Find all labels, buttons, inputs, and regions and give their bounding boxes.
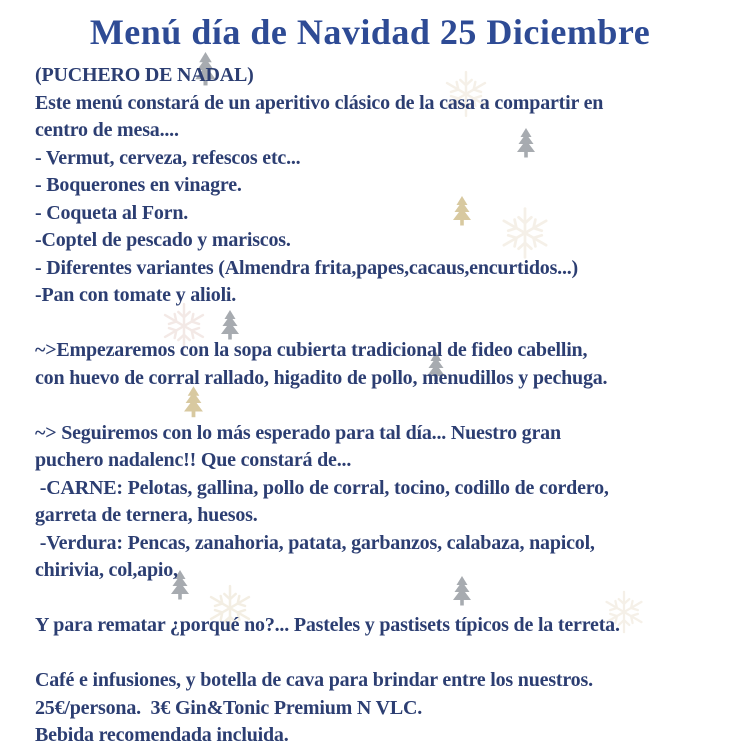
aperitivo-item: - Boquerones en vinagre. (35, 174, 242, 196)
aperitivo-item: - Vermut, cerveza, refescos etc... (35, 146, 301, 169)
blank-line (35, 310, 734, 338)
aperitivo-item: -Pan con tomate y alioli. (35, 284, 237, 306)
footer-line: Bebida recomendada incluida. (35, 724, 289, 746)
main-course-line: puchero nadalenc!! Que constará de... (35, 449, 352, 471)
main-course-line: chirivia, col,apio, (35, 559, 178, 581)
aperitivo-item: -Coptel de pescado y mariscos. (35, 229, 291, 251)
intro-line: Este menú constará de un aperitivo clásico de la casa a compartir en (35, 91, 604, 114)
first-course-line: con huevo de corral rallado, higadito de pollo, menudillos y pechuga. (35, 366, 608, 389)
menu-subtitle: (PUCHERO DE NADAL) (35, 64, 254, 86)
aperitivo-item: - Diferentes variantes (Almendra frita,papes,cacaus,encurtidos...) (35, 256, 579, 279)
footer-line: Café e infusiones, y botella de cava para brindar entre los nuestros. (35, 669, 593, 691)
blank-line (35, 640, 734, 668)
blank-line (35, 585, 734, 613)
aperitivo-item: - Coqueta al Forn. (35, 201, 189, 224)
dessert-line: Y para rematar ¿porqué no?... Pasteles y pastisets típicos de la terreta. (35, 614, 620, 636)
blank-line (35, 392, 734, 420)
main-course-line: -Verdura: Pencas, zanahoria, patata, garbanzos, calabaza, napicol, (35, 531, 595, 554)
footer-line: 25€/persona. 3€ Gin&Tonic Premium N VLC. (35, 696, 423, 719)
main-course-line: -CARNE: Pelotas, gallina, pollo de corral, tocino, codillo de cordero, (35, 476, 609, 499)
intro-line: centro de mesa.... (35, 119, 179, 141)
menu-body (35, 62, 734, 750)
page-title: Menú día de Navidad 25 Diciembre (89, 12, 651, 52)
main-course-line: garreta de ternera, huesos. (35, 504, 258, 526)
first-course-line: ~>Empezaremos con la sopa cubierta tradicional de fideo cabellin, (35, 339, 588, 361)
main-course-line: ~> Seguiremos con lo más esperado para tal día... Nuestro gran (35, 421, 561, 444)
